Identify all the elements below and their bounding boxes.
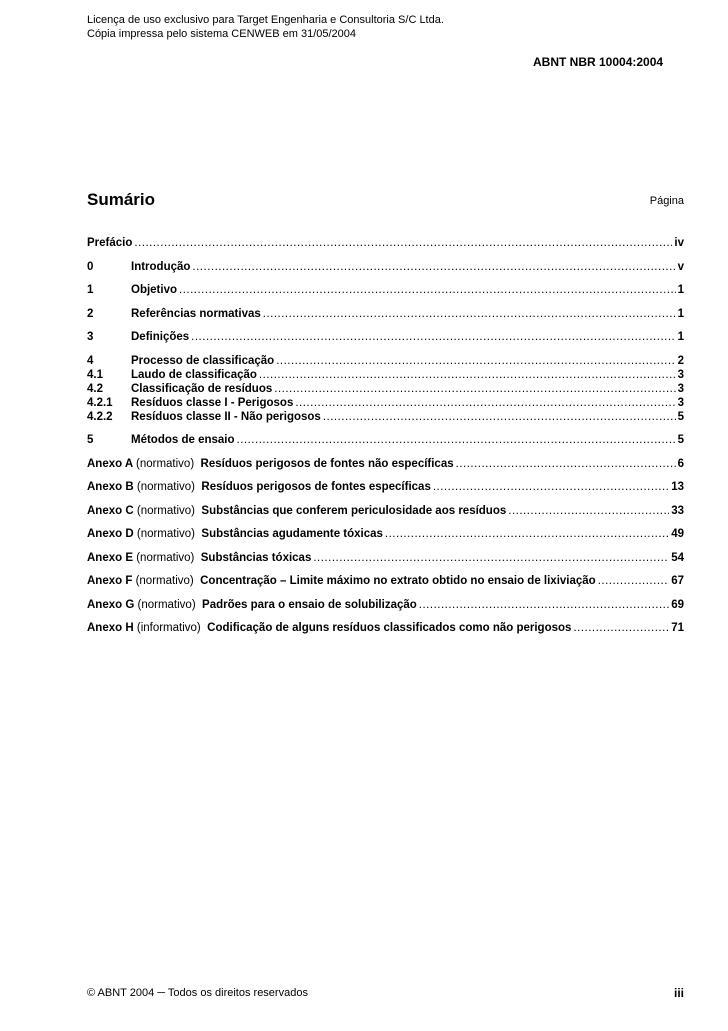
- toc-annex-g[interactable]: [87, 598, 684, 612]
- toc-entry-page: 3: [677, 368, 684, 381]
- annex-page: 6: [677, 457, 684, 470]
- dot-leader: [192, 260, 675, 274]
- annex-page: 33: [671, 504, 684, 517]
- dot-leader: [385, 527, 669, 541]
- toc-entry-definitions[interactable]: [87, 330, 684, 344]
- dot-leader: [573, 621, 669, 635]
- annex-title: Substâncias agudamente tóxicas: [201, 528, 383, 540]
- toc-annex-d[interactable]: [87, 527, 684, 541]
- toc-entry-number: 4.2.2: [87, 410, 113, 423]
- standard-code: ABNT NBR 10004:2004: [533, 55, 664, 69]
- toc-entry-number: 0: [87, 260, 94, 273]
- toc-entry-title: Classificação de resíduos: [131, 382, 273, 395]
- toc-entry-introduction[interactable]: [87, 260, 684, 274]
- dot-leader: [179, 283, 676, 297]
- annex-type: (normativo): [136, 481, 196, 493]
- annex-label: [87, 480, 431, 494]
- dot-leader: [276, 354, 675, 368]
- copyright-footer: © ABNT 2004 ─ Todos os direitos reservados: [87, 987, 308, 999]
- annex-title: Substâncias tóxicas: [200, 551, 312, 564]
- toc-entry-title: Definições: [131, 331, 190, 343]
- annex-label: [87, 457, 454, 471]
- annex-code: Anexo A: [87, 457, 133, 470]
- annex-page: 71: [671, 622, 684, 634]
- dot-leader: [263, 307, 676, 321]
- dot-leader: [313, 551, 669, 565]
- annex-type: (informativo): [136, 622, 201, 634]
- dot-leader: [237, 433, 676, 447]
- toc-annex-c[interactable]: [87, 504, 684, 518]
- toc-title: Sumário: [87, 190, 156, 209]
- toc-entry-number: 4: [87, 354, 94, 367]
- annex-type: (normativo): [136, 504, 196, 517]
- annex-page: 49: [671, 528, 684, 540]
- annex-code: Anexo D: [87, 528, 134, 540]
- toc-entry-page: 1: [677, 284, 684, 296]
- dot-leader: [508, 504, 669, 518]
- dot-leader: [259, 368, 676, 382]
- toc-entry-classification-process[interactable]: [87, 354, 684, 368]
- toc-entry-page: 3: [677, 382, 684, 395]
- toc-entry-page: iv: [674, 237, 684, 249]
- annex-type: (normativo): [137, 598, 196, 611]
- toc-entry-page: v: [677, 260, 684, 273]
- annex-title: Substâncias que conferem periculosidade aos resíduos: [201, 504, 507, 517]
- toc-entry-page: 3: [677, 396, 684, 409]
- toc-annex-b[interactable]: [87, 480, 684, 494]
- dot-leader: [274, 382, 675, 396]
- toc-entry-number: 5: [87, 434, 94, 446]
- toc-entry-waste-classification[interactable]: [87, 382, 684, 396]
- annex-label: [87, 504, 506, 518]
- annex-title: Codificação de alguns resíduos classificados como não perigosos: [207, 622, 572, 634]
- toc-entry-title: Laudo de classificação: [131, 368, 257, 381]
- dot-leader: [456, 457, 676, 471]
- toc-entry-objective[interactable]: [87, 283, 684, 297]
- annex-label: [87, 527, 383, 541]
- page-number: iii: [673, 986, 684, 1000]
- annex-label: [87, 574, 596, 588]
- toc-entry-page: 1: [677, 307, 684, 320]
- annex-label: [87, 551, 311, 565]
- table-of-contents: [87, 236, 684, 635]
- annex-type: (normativo): [135, 575, 194, 587]
- dot-leader: [191, 330, 675, 344]
- annex-label: [87, 598, 417, 612]
- toc-entry-title: Prefácio: [87, 237, 133, 249]
- toc-entry-preface[interactable]: [87, 236, 684, 250]
- toc-annex-a[interactable]: [87, 457, 684, 471]
- toc-annex-e[interactable]: [87, 551, 684, 565]
- annex-code: Anexo C: [87, 504, 134, 517]
- dot-leader: [295, 396, 675, 410]
- toc-entry-page: 5: [677, 410, 684, 423]
- toc-annex-f[interactable]: [87, 574, 684, 588]
- toc-entry-page: 2: [677, 354, 684, 367]
- annex-code: Anexo F: [87, 575, 133, 587]
- annex-title: Resíduos perigosos de fontes específicas: [201, 481, 431, 493]
- annex-page: 13: [671, 481, 684, 493]
- toc-entry-title: Métodos de ensaio: [131, 434, 235, 446]
- toc-entry-title: Objetivo: [131, 284, 178, 296]
- annex-type: (normativo): [136, 528, 196, 540]
- annex-title: Padrões para o ensaio de solubilização: [202, 598, 417, 611]
- annex-code: Anexo G: [87, 598, 135, 611]
- toc-entry-number: 4.2: [87, 382, 103, 395]
- toc-entry-number: 1: [87, 284, 94, 296]
- dot-leader: [598, 574, 670, 588]
- toc-entry-number: 2: [87, 307, 94, 320]
- toc-entry-page: 1: [677, 331, 684, 343]
- toc-entry-class-ii-non-hazardous[interactable]: [87, 410, 684, 424]
- annex-type: (normativo): [136, 457, 195, 470]
- toc-entry-number: 4.2.1: [87, 396, 113, 409]
- license-notice: [87, 13, 444, 41]
- dot-leader: [323, 410, 676, 424]
- toc-entry-classification-report[interactable]: [87, 368, 684, 382]
- annex-page: 69: [671, 598, 684, 611]
- toc-entry-number: 3: [87, 331, 94, 343]
- license-line-2: Cópia impressa pelo sistema CENWEB em 31/05/2004: [87, 28, 357, 40]
- dot-leader: [134, 236, 672, 250]
- toc-entry-title: Resíduos classe II - Não perigosos: [131, 410, 321, 423]
- toc-entry-normative-references[interactable]: [87, 307, 684, 321]
- toc-annex-h[interactable]: [87, 621, 684, 635]
- toc-entry-title: Processo de classificação: [131, 354, 275, 367]
- annex-title: Resíduos perigosos de fontes não específicas: [200, 457, 454, 470]
- annex-code: Anexo B: [87, 481, 134, 493]
- annex-title: Concentração – Limite máximo no extrato obtido no ensaio de lixiviação: [200, 575, 596, 587]
- annex-page: 54: [671, 551, 684, 564]
- toc-entry-title: Referências normativas: [131, 307, 261, 320]
- page-column-label: Página: [649, 195, 684, 207]
- dot-leader: [419, 598, 669, 612]
- toc-entry-title: Introdução: [131, 260, 191, 273]
- annex-code: Anexo H: [87, 622, 134, 634]
- toc-entry-class-i-hazardous[interactable]: [87, 396, 684, 410]
- toc-entry-title: Resíduos classe I - Perigosos: [131, 396, 294, 409]
- dot-leader: [433, 480, 669, 494]
- toc-entry-number: 4.1: [87, 368, 103, 381]
- annex-label: [87, 621, 571, 635]
- annex-code: Anexo E: [87, 551, 134, 564]
- annex-page: 67: [671, 575, 684, 587]
- license-line-1: Licença de uso exclusivo para Target Engenharia e Consultoria S/C Ltda.: [87, 14, 444, 26]
- toc-entry-page: 5: [677, 434, 684, 446]
- toc-entry-test-methods[interactable]: [87, 433, 684, 447]
- annex-type: (normativo): [136, 551, 195, 564]
